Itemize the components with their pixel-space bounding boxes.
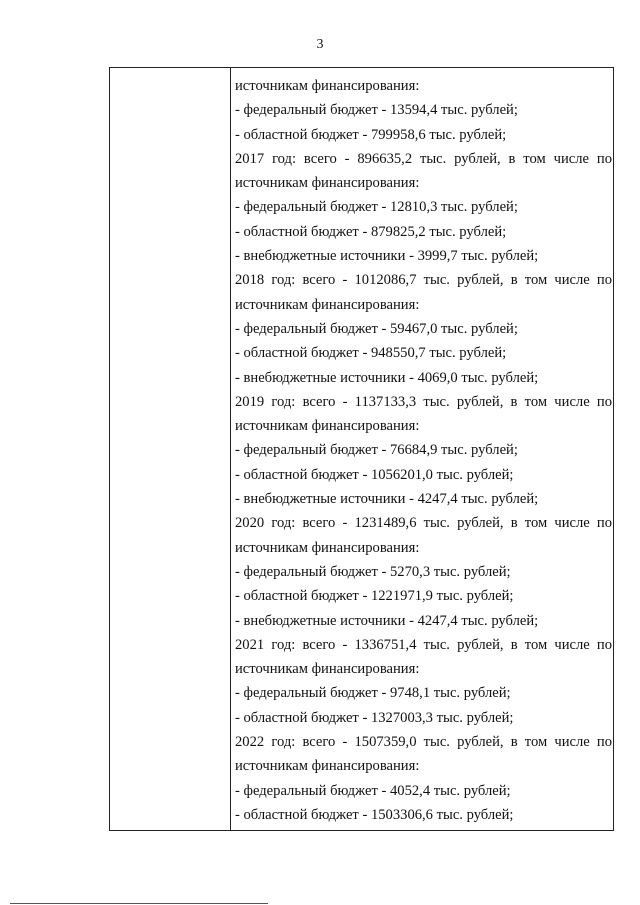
text-line: 2021 год: всего - 1336751,4 тыс. рублей, в том числе по <box>235 636 612 653</box>
text-line: источникам финансирования: <box>235 78 420 94</box>
text-line: - областной бюджет - 948550,7 тыс. рублей; <box>235 345 507 362</box>
text-line: источникам финансирования: <box>235 661 420 678</box>
text-line: - федеральный бюджет - 59467,0 тыс. рублей; <box>235 320 518 337</box>
financing-table <box>109 67 614 831</box>
text-line: - областной бюджет - 1221971,9 тыс. рублей; <box>235 588 514 605</box>
text-line: - внебюджетные источники - 3999,7 тыс. рублей; <box>235 248 539 265</box>
text-line: - областной бюджет - 879825,2 тыс. рублей; <box>235 223 507 240</box>
text-line: - внебюджетные источники - 4247,4 тыс. рублей; <box>235 491 539 508</box>
text-line: 2019 год: всего - 1137133,3 тыс. рублей, в том числе по <box>235 393 612 410</box>
text-line: источникам финансирования: <box>235 418 420 435</box>
text-line: источникам финансирования: <box>235 758 420 775</box>
text-line: - федеральный бюджет - 9748,1 тыс. рублей; <box>235 685 511 702</box>
text-line: 2017 год: всего - 896635,2 тыс. рублей, в том числе по <box>235 150 612 167</box>
text-line: 2020 год: всего - 1231489,6 тыс. рублей, в том числе по <box>235 515 612 532</box>
text-line: - федеральный бюджет - 12810,3 тыс. рублей; <box>235 199 518 216</box>
text-line: - областной бюджет - 1327003,3 тыс. рублей; <box>235 709 514 726</box>
text-line: источникам финансирования: <box>235 539 420 556</box>
text-line: - областной бюджет - 1056201,0 тыс. рублей; <box>235 466 514 483</box>
page-number: 3 <box>316 37 324 52</box>
text-line: - федеральный бюджет - 13594,4 тыс. рублей; <box>235 102 518 119</box>
table-left-cell <box>110 68 231 830</box>
text-line: - внебюджетные источники - 4069,0 тыс. рублей; <box>235 369 539 386</box>
text-line: - внебюджетные источники - 4247,4 тыс. рублей; <box>235 612 539 629</box>
text-line: - федеральный бюджет - 76684,9 тыс. рублей; <box>235 442 518 459</box>
footer-rule <box>10 903 268 904</box>
text-line: - федеральный бюджет - 5270,3 тыс. рублей; <box>235 563 511 580</box>
text-line: источникам финансирования: <box>235 296 420 313</box>
text-line: 2022 год: всего - 1507359,0 тыс. рублей, в том числе по <box>235 734 612 751</box>
text-line: - областной бюджет - 799958,6 тыс. рублей; <box>235 126 507 143</box>
text-line: 2018 год: всего - 1012086,7 тыс. рублей, в том числе по <box>235 272 612 289</box>
text-line: - федеральный бюджет - 4052,4 тыс. рублей; <box>235 782 511 799</box>
text-line: - областной бюджет - 1503306,6 тыс. рублей; <box>235 806 514 823</box>
table-right-cell <box>235 74 612 827</box>
text-line: источникам финансирования: <box>235 175 420 192</box>
